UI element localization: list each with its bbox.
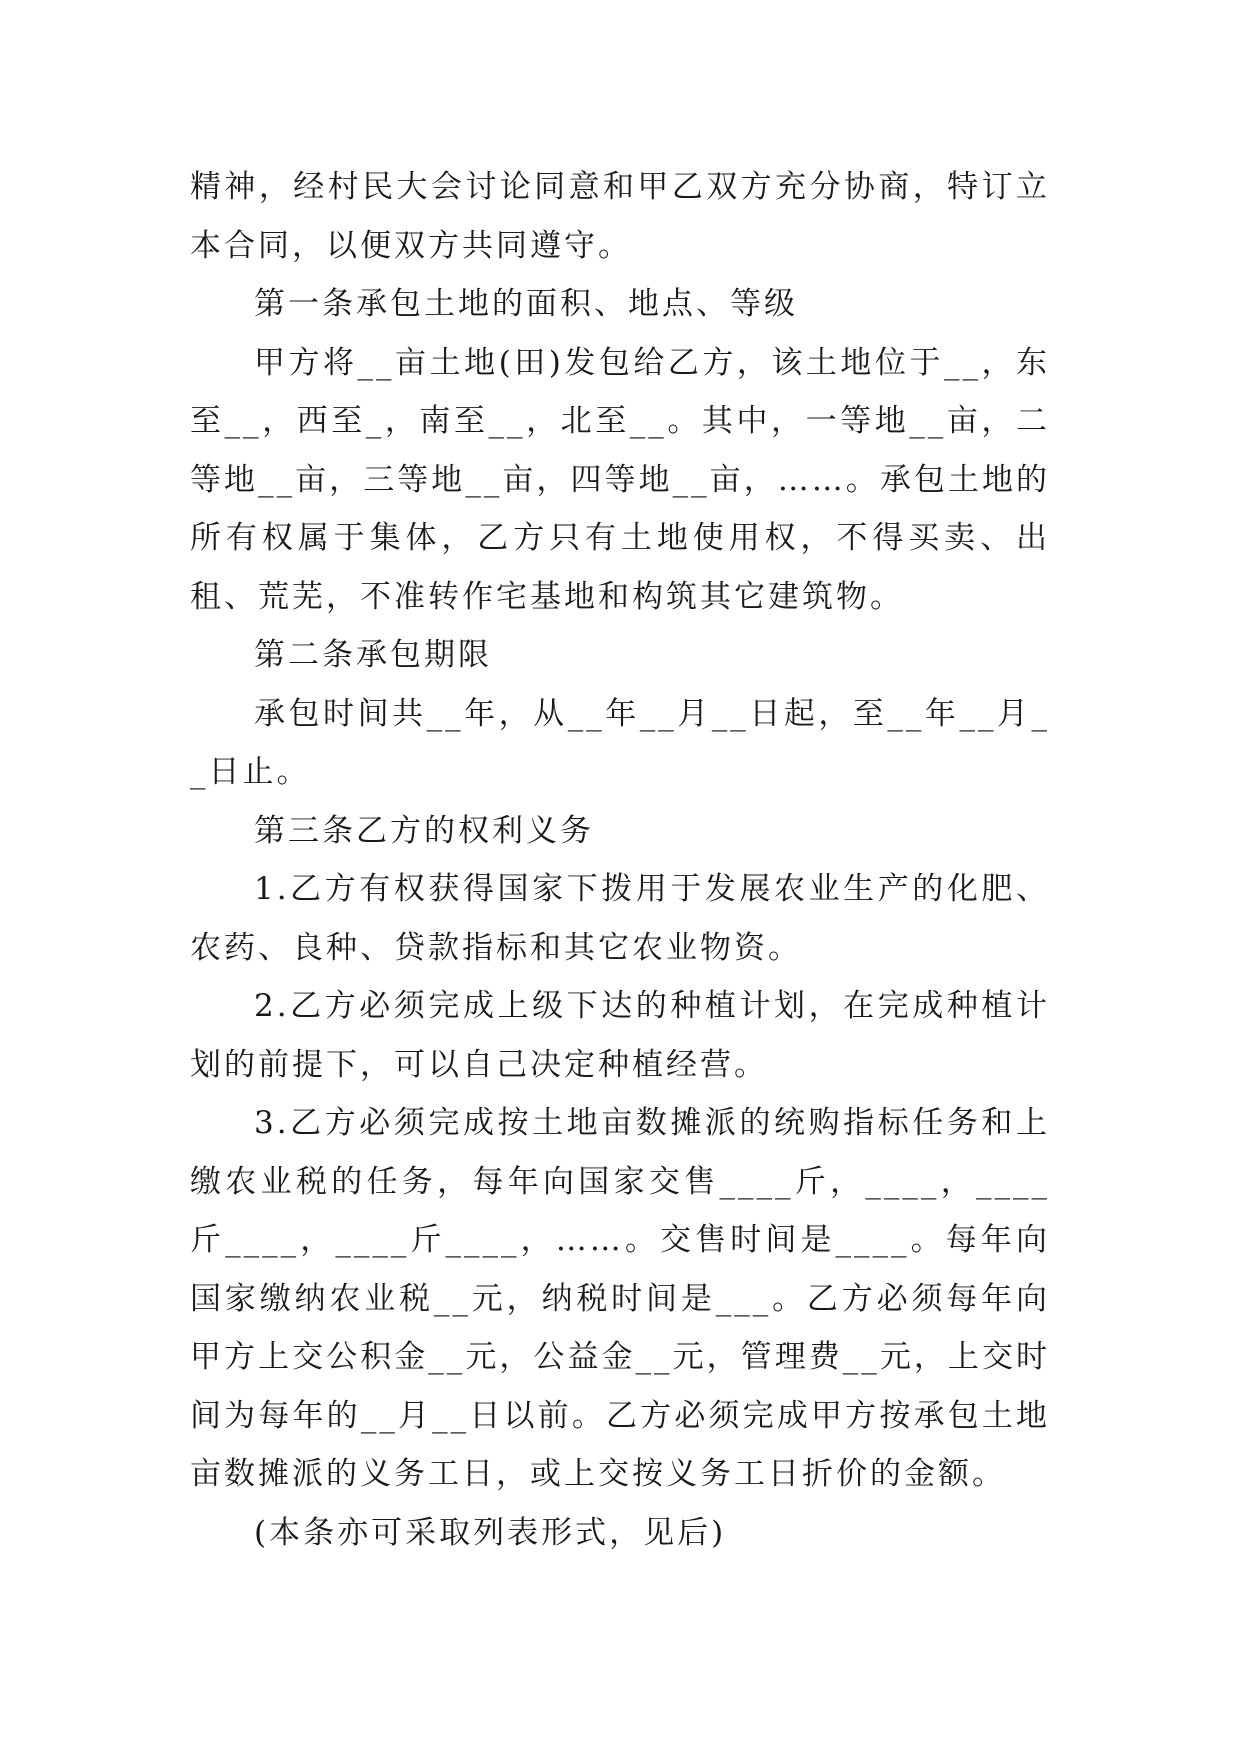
article-1-heading: 第一条承包土地的面积、地点、等级 xyxy=(254,286,798,322)
article-1-body: 甲方将__亩土地(田)发包给乙方，该土地位于__，东至__，西至_，南至__，北至__。其中，一等地__亩，二等地__亩，三等地__亩，四等地__亩，……。承包土地的所有权属于集体，乙方只有土地使用权，不得买卖、出租、荒芜，不准转作宅基地和构筑其它建筑物。 xyxy=(190,344,1050,615)
paragraph-continuation: 精神，经村民大会讨论同意和甲乙双方充分协商，特订立本合同，以便双方共同遵守。 xyxy=(190,169,1050,264)
document-body xyxy=(190,158,1050,1562)
article-3-item-2: 2.乙方必须完成上级下达的种植计划，在完成种植计划的前提下，可以自己决定种植经营。 xyxy=(190,988,1050,1083)
article-3-item-3: 3.乙方必须完成按土地亩数摊派的统购指标任务和上缴农业税的任务，每年向国家交售____斤，____，____斤____，____斤____，……。交售时间是____。每年向国家缴纳农业税__元，纳税时间是___。乙方必须每年向甲方上交公积金__元，公益金__元，管理费__元，上交时间为每年的__月__日以前。乙方必须完成甲方按承包土地亩数摊派的义务工日，或上交按义务工日折价的金额。 xyxy=(190,1105,1050,1492)
article-3-note: (本条亦可采取列表形式，见后) xyxy=(254,1514,727,1551)
article-3-item-1: 1.乙方有权获得国家下拨用于发展农业生产的化肥、农药、良种、贷款指标和其它农业物资。 xyxy=(190,871,1050,966)
article-3-heading: 第三条乙方的权利义务 xyxy=(254,812,594,849)
article-2-heading: 第二条承包期限 xyxy=(254,637,492,673)
article-2-body: 承包时间共__年，从__年__月__日起，至__年__月__日止。 xyxy=(190,695,1050,790)
